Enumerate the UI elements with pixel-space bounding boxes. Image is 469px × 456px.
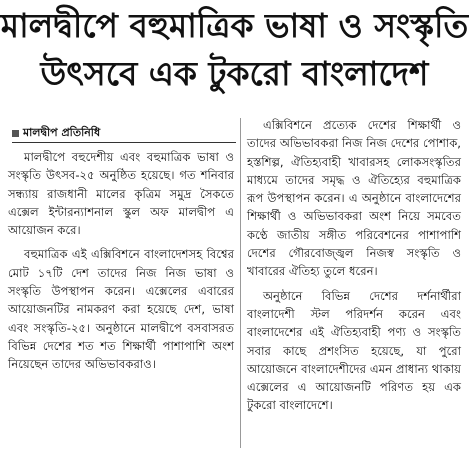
byline-rule (12, 142, 236, 143)
paragraph: অনুষ্ঠানে বিভিন্ন দেশের দর্শনার্থীরা বাংলাদেশী স্টল পরিদর্শন করেন এবং বাংলাদেশের এই ঐতিহ্যবাহী পণ্য ও সংস্কৃতি সবার কাছে প্রশংসিত হয়েছে, যা পুরো আয়োজনে বাংলাদেশীদের এমন প্রাধান্য থাকায় এক্সেলের এ আয়োজনটি পরিণত হয় এক টুকরো বাংলাদেশে। (247, 288, 461, 413)
byline (12, 124, 100, 143)
byline-text: মালদ্বীপ প্রতিনিধি (23, 126, 101, 139)
left-column (8, 148, 234, 380)
paragraph: মালদ্বীপে বহুদেশীয় এবং বহুমাত্রিক ভাষা ও সংস্কৃতি উৎসব-২৫ অনুষ্ঠিত হয়েছে। গত শনিবার সন্ধ্যায় রাজধানী মালের কৃত্রিম সমুদ্র সৈকতে এক্সেল ইন্টারন্যাশনাল স্কুল অফ মালদ্বীপ এ আয়োজন করে। (8, 150, 234, 238)
headline-line-2: উৎসবে এক টুকরো বাংলাদেশ (40, 54, 429, 93)
right-column (247, 116, 461, 421)
headline-line-1: মালদ্বীপে বহুমাত্রিক ভাষা ও সংস্কৃতি (0, 6, 469, 45)
column-divider (240, 118, 241, 448)
paragraph: বহুমাত্রিক এই এক্সিবিশনে বাংলাদেশসহ বিশ্বের মোট ১৭টি দেশ তাদের নিজ নিজ ভাষা ও সংস্কৃতি উপস্থাপন করেন। এক্সেলের এবারের আয়োজনটির নামকরণ করা হয়েছে দেশ, ভাষা এবং সংস্কৃতি-২৫। অনুষ্ঠানে মালদ্বীপে বসবাসরত বিভিন্ন দেশের শত শত শিক্ষার্থী পাশাপাশি অংশ নিয়েছেন তাদের অভিভাবকরাও। (8, 247, 234, 372)
paragraph: এক্সিবিশনে প্রত্যেক দেশের শিক্ষার্থী ও তাদের অভিভাবকরা নিজ নিজ দেশের পোশাক, হস্তশিল্প, ঐতিহ্যবাহী খাবারসহ লোকসংস্কৃতির মাধ্যমে তাদের সমৃদ্ধ ও ঐতিহ্যের বহুমাত্রিক রূপ উপস্থাপন করেন। এ অনুষ্ঠানে বাংলাদেশের শিক্ষার্থী ও অভিভাবকরা অংশ নিয়ে সমবেত কণ্ঠে জাতীয় সঙ্গীত পরিবেশনের পাশাপাশি দেশের গৌরবোজ্জ্বল নিজস্ব সংস্কৃতি ও খাবারের ঐতিহ্য তুলে ধরেন। (247, 118, 461, 279)
square-bullet-icon (12, 130, 19, 137)
